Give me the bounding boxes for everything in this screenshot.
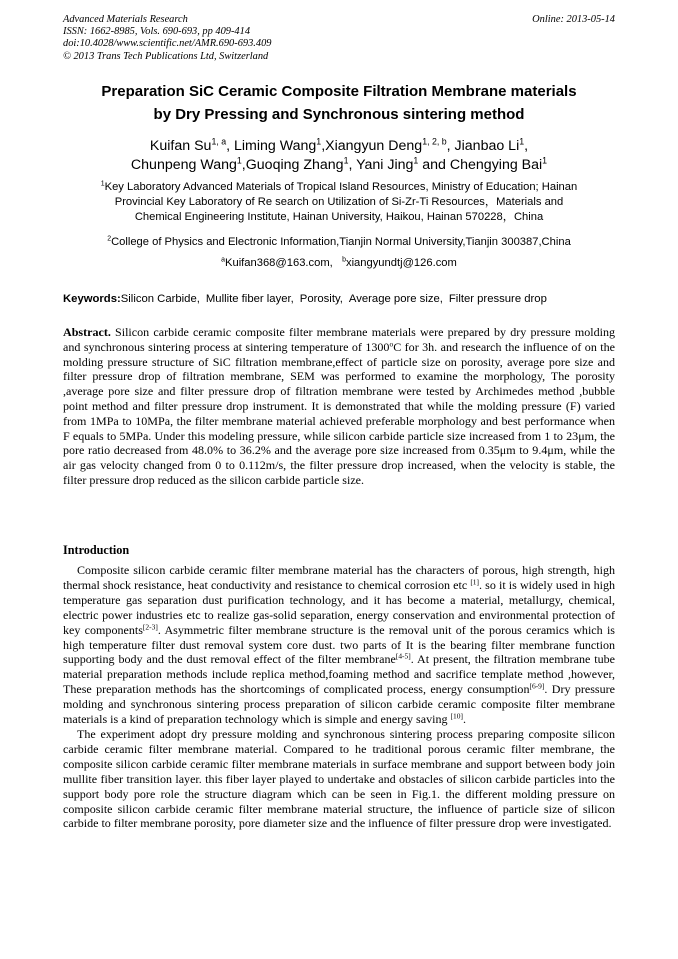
author-sup: 1 <box>343 155 349 166</box>
keyword: Silicon Carbide, <box>120 293 200 305</box>
author-line-2 <box>63 156 615 175</box>
citation: [10] <box>450 711 463 721</box>
introduction-body <box>63 563 615 831</box>
author-line-1 <box>63 137 615 156</box>
affiliation-1-line-3: Chemical Engineering Institute, Hainan University, Haikou, Hainan 570228，China <box>134 211 544 224</box>
author-sep: , <box>241 156 246 173</box>
author-name: Chunpeng Wang <box>130 156 237 173</box>
affiliation-1-line-1 <box>63 180 615 195</box>
affiliation-text: College of Physics and Electronic Information,Tianjin Normal University,Tianjin 300387,China <box>111 236 571 248</box>
author-name: Jianbao Li <box>454 138 520 154</box>
keyword: Filter pressure drop <box>448 293 547 305</box>
affiliation-sup: 2 <box>107 235 112 243</box>
author-sup: 1 <box>413 155 419 166</box>
author-list <box>63 137 615 174</box>
author-name: Xiangyun Deng <box>325 138 423 154</box>
affiliation-sup: 1 <box>100 180 105 188</box>
abstract <box>63 325 615 488</box>
affiliation-text: Key Laboratory Advanced Materials of Tropical Island Resources, Ministry of Education; Hainan <box>104 181 578 193</box>
copyright-line: © 2013 Trans Tech Publications Ltd, Switzerland <box>63 50 269 62</box>
citation: [1] <box>470 577 480 587</box>
author-name: Kuifan Su <box>149 138 212 154</box>
introduction-paragraph-2: The experiment adopt dry pressure molding and synchronous sintering process preparing composite silicon carbide ceramic filter membrane material. Compared to he traditional porous ceramic filter membrane, the composite silicon carbide ceramic filter membrane materials in surface membrane and support between body join mullite fiber transition layer. this fiber layer played to undertake and obstacles of silicon carbide particles into the support body pore role the structure diagram which can be seen in Fig.1. the different molding pressure on composite silicon carbide ceramic filter membrane material structure, the influence of particle size of silicon carbide to filter membrane porosity, pore diameter size and the influence of filter pressure drop were investigated. <box>63 726 615 831</box>
author-sup: 1 <box>236 155 242 166</box>
author-name: Guoqing Zhang <box>245 156 344 173</box>
author-sep: , <box>226 138 235 154</box>
email-line <box>63 256 615 271</box>
author-sep: , <box>321 138 326 154</box>
paper-title <box>63 80 615 126</box>
author-sup: 1, 2, b <box>422 136 447 147</box>
abstract-label: Abstract. <box>63 325 111 339</box>
author-sep: , <box>348 156 357 173</box>
author-sep: , <box>524 138 529 154</box>
affiliation-2 <box>63 235 615 250</box>
introduction-paragraph-1 <box>63 563 615 727</box>
abstract-text: Silicon carbide ceramic composite filter membrane materials were prepared by dry pressure molding and synchronous sintering process at sintering temperature of 1300 <box>63 325 615 354</box>
affiliation-1 <box>63 180 615 226</box>
author-sep: and <box>418 156 450 173</box>
keyword: Porosity, <box>299 293 343 305</box>
introduction-heading: Introduction <box>63 543 130 557</box>
citation: [2-3] <box>142 622 158 631</box>
paragraph-text: . Dry pressure molding and synchronous sintering process preparation of silicon carbide ceramic composite filter membrane materials is a kind of preparation technology which is simple and energy saving <box>63 682 615 727</box>
author-name: Yani Jing <box>356 156 414 173</box>
author-sup: 1 <box>316 136 322 147</box>
keywords <box>63 292 615 306</box>
keywords-label: Keywords: <box>63 293 121 305</box>
author-sup: 1 <box>542 155 548 166</box>
paragraph-text: . so it is widely used in high temperature gas separation dust purification technology, and it has become a material, metallurgy, chemical, electric power industries etc to realize gas-solid separation, energy conservation and environmental protection of key components <box>63 577 615 637</box>
title-line-2: by Dry Pressing and Synchronous sintering method <box>153 106 525 123</box>
journal-header <box>63 14 271 63</box>
citation: [6-9] <box>529 681 545 691</box>
author-name: Chengying Bai <box>449 156 543 173</box>
issn-line: ISSN: 1662-8985, Vols. 690-693, pp 409-414 <box>63 26 251 38</box>
paragraph-text: . <box>462 712 466 727</box>
doi-line: doi:10.4028/www.scientific.net/AMR.690-693.409 <box>63 38 272 50</box>
paragraph-text: Composite silicon carbide ceramic filter membrane material has the characters of porous, high strength, high thermal shock resistance, heat conductivity and resistance to chemical corrosion etc <box>63 563 615 592</box>
affiliation-1-line-2: Provincial Key Laboratory of Re search on Utilization of Si-Zr-Ti Resources，Materials and <box>114 196 564 209</box>
keyword: Mullite fiber layer, <box>205 293 294 305</box>
paragraph-text: . Asymmetric filter membrane structure is the removal unit of the porous ceramics which is high temperature filter dust removal system core dust. two parts of It is the bearing filter membrane function supporting body and the dust removal effect of the filter membrane <box>63 622 615 667</box>
online-date: Online: 2013-05-14 <box>532 14 615 25</box>
email-sup: b <box>342 256 346 264</box>
email-b: xiangyundtj@126.com <box>345 257 457 269</box>
degree-sup: o <box>389 339 394 349</box>
author-sep: , <box>446 138 455 154</box>
journal-name: Advanced Materials Research <box>63 14 188 25</box>
email-a: Kuifan368@163.com, <box>225 257 333 269</box>
abstract-text: C for 3h. and research the influence of on the molding pressure structure of SiC filtration membrane,effect of particle size on porosity, average pore size and filter pressure drop of filtration membrane, SEM was performed to examine the morphology, The porosity ,average pore size and filter pressure drop of filtration membrane were tested by Archimedes method ,bubble point method and filter pressure drop instrument. It is demonstrated that while the molding pressure (F) varied from 1MPa to 10MPa, the filter membrane material achieved preferable morphology and best performance when F equals to 5MPa. Under this modeling pressure, while silicon carbide particle size increased from 1 to 23μm, the pore ratio decreased from 48.0% to 36.2% and the average pore size increased from 0.35μm to 9.4μm, while the air gas velocity changed from 0 to 0.112m/s, the filter pressure drop increased, when the velocity is stable, the filter pressure drop reduced as the silicon carbide particle size. <box>63 339 615 487</box>
author-sup: 1 <box>519 136 525 147</box>
author-name: Liming Wang <box>234 138 317 154</box>
paragraph-text: . At present, the filtration membrane tube material preparation methods include replica method,foaming method and sacrifice template method ,however, These preparation methods has the shortcomings of complicated process, energy consumption <box>63 652 616 697</box>
keyword: Average pore size, <box>348 293 443 305</box>
title-line-1: Preparation SiC Ceramic Composite Filtration Membrane materials <box>101 83 577 100</box>
author-sup: 1, a <box>211 136 227 147</box>
citation: [4-5] <box>395 651 411 661</box>
affiliation-2-line-1 <box>63 235 615 250</box>
email-sup: a <box>221 256 226 264</box>
